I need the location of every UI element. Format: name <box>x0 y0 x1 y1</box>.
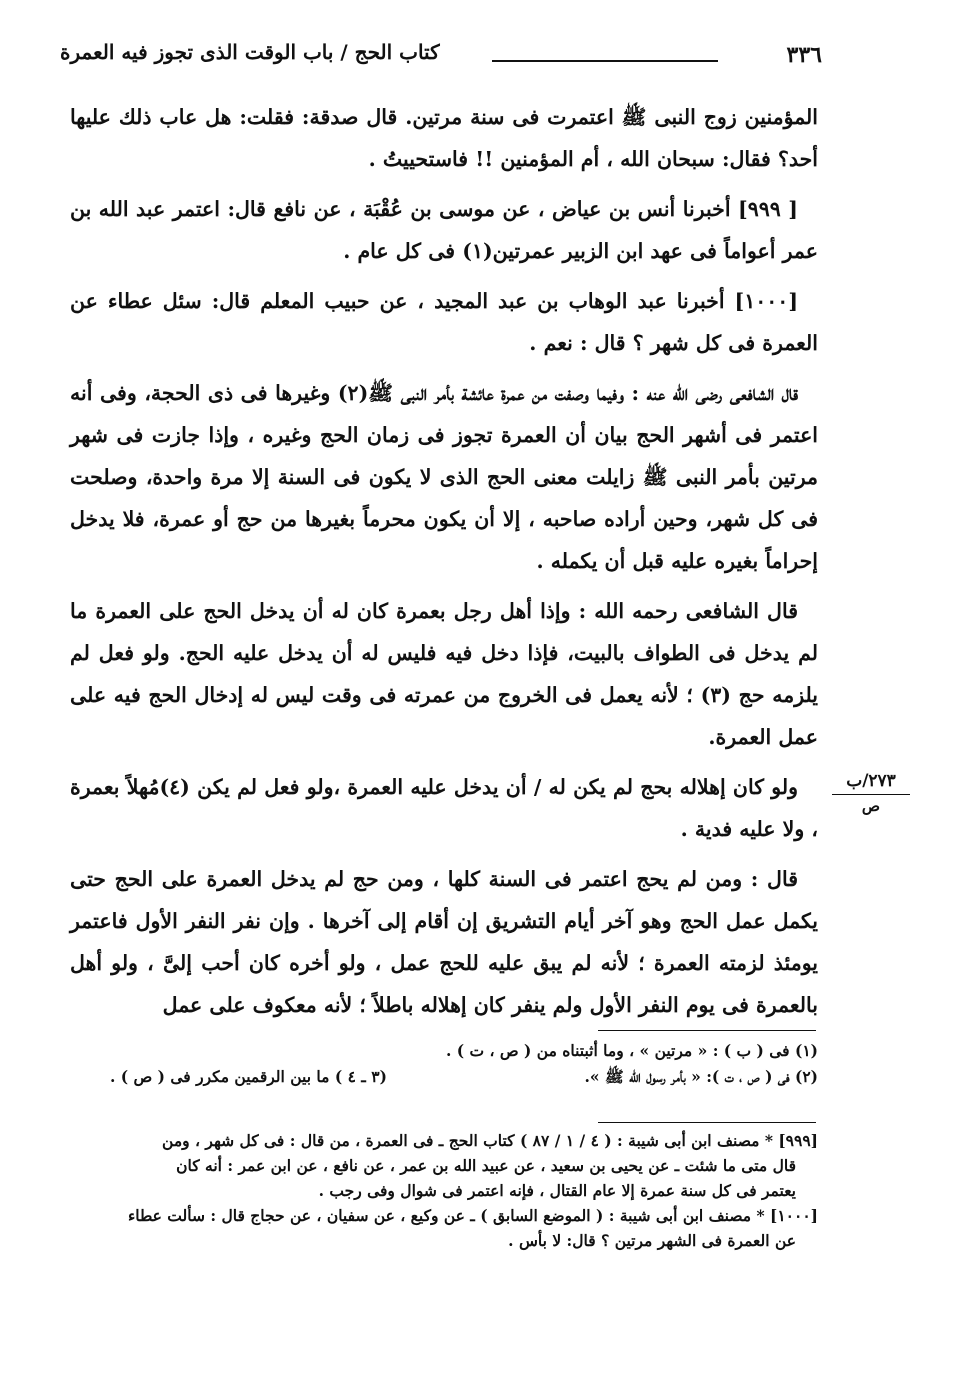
paragraph-shafii-2 <box>70 590 818 758</box>
paragraph-qal <box>70 858 818 1026</box>
source-1000 <box>70 1203 818 1253</box>
hadith-ref-1000: [١٠٠٠] أخبرنا <box>676 289 799 313</box>
paragraph-qal-text: : ومن لم يحج اعتمر فى السنة كلها ، ومن حج لم يدخل العمرة على الحج حتى يكمل عمل الحج وهو آخر أيام التشريق إن أقام إلى آخرها . وإن نفر النفر الأول فاعتمر يومئذ لزمته العمرة ؛ لأنه لم يبق عليه للحج عمل ، ولو أخره كان أحب إلىَّ ، ولو أهل بالعمرة فى يوم النفر الأول ولم ينفر كان إهلاله باطلاً ؛ لأنه معكوف على عمل <box>70 867 818 1017</box>
paragraph-999-text: أنس بن عياض ، عن موسى بن عُقْبَة ، عن نافع قال: اعتمر عبد الله بن عمر أعواماً فى عهد ابن الزبير عمرتين(١) فى كل عام . <box>70 197 818 263</box>
source-999-line-1: [٩٩٩] * مصنف ابن أبى شيبة : ( ٤ / ١ / ٨٧ ) كتاب الحج ـ فى العمرة ، من قال : فى كل شهر ، ومن <box>162 1131 818 1150</box>
source-notes <box>70 1128 818 1253</box>
paragraph-shafii-2-text: رحمه الله : وإذا أهل رجل بعمرة كان له أن يدخل الحج على العمرة ما لم يدخل فى الطواف بالبيت، فإذا دخل فيه فليس له أن يدخل عليه الحج. ولو فعل لم يلزمه حج (٣) ؛ لأنه يعمل فى الخروج من عمرته فى وقت ليس له إدخال الحج فيه على عمل العمرة. <box>70 599 818 749</box>
page-number: ٣٣٦ <box>786 42 822 68</box>
header-title: كتاب الحج / باب الوقت الذى تجوز فيه العمرة <box>60 40 440 64</box>
margin-folio: ٢٧٣/ب <box>832 770 910 795</box>
source-999-line-3: يعتمر فى كل سنة عمرة إلا عام القتال ، فإنه اعتمر فى شوال وفى رجب . <box>318 1181 796 1200</box>
footnote-1: (١) فى ( ب ) : « مرتين » ، وما أثبتناه من ( ص ، ت ) . <box>446 1041 818 1060</box>
header-rule <box>492 60 718 62</box>
sources-rule <box>598 1122 816 1123</box>
paragraph-shafii-1 <box>70 372 818 582</box>
footnote-row-2 <box>70 1064 818 1090</box>
source-1000-line-1: [١٠٠٠] * مصنف ابن أبى شيبة : ( الموضع السابق ) ـ عن وكيع ، عن سفيان ، عن حجاج قال : سألت عطاء <box>127 1206 818 1225</box>
source-1000-line-2: عن العمرة فى الشهر مرتين ؟ قال: لا بأس . <box>508 1231 796 1250</box>
paragraph-1: المؤمنين زوج النبى ﷺ اعتمرت فى سنة مرتين. قال صدقة: فقلت: هل عاب ذلك عليها أحد؟ فقال: سبحان الله ، أم المؤمنين !! فاستحييتُ . <box>70 105 818 171</box>
speaker-label: قال الشافعى <box>685 599 798 623</box>
speaker-label: قال <box>767 867 798 891</box>
footnote-rule <box>598 1030 816 1031</box>
hadith-ref-999: [ ٩٩٩] أخبرنا <box>682 197 798 221</box>
paragraph-1000 <box>70 280 818 364</box>
paragraph-1000-text: عبد الوهاب بن عبد المجيد ، عن حبيب المعلم قال: سئل عطاء عن العمرة فى كل شهر ؟ قال : نعم . <box>70 289 818 355</box>
running-head <box>60 40 822 84</box>
speaker-label: قال الشافعى <box>729 381 798 405</box>
source-999 <box>70 1128 818 1203</box>
footnotes <box>70 1038 818 1090</box>
paragraph-ihlal: ولو كان إهلاله بحج لم يكن له / أن يدخل عليه العمرة ،ولو فعل لم يكن (٤)مُهلاً بعمرة ، ولا عليه فدية . <box>70 775 818 841</box>
footnote-2: (٢) فى ( ص ، ت ): « بأمر رسول الله ﷺ ». <box>584 1067 818 1086</box>
manuscript-margin-note <box>832 770 910 817</box>
paragraph-999 <box>70 188 818 272</box>
paragraph-shafii-1-text: رضى الله عنه : وفيما وصفت من عمرة عائشة بأمر النبى ﷺ(٢) وغيرها فى ذى الحجة، وفى أنه اعتمر فى أشهر الحج بيان أن العمرة تجوز فى زمان الحج وغيره ، وإذا جازت فى شهر مرتين بأمر النبى ﷺ زايلت معنى الحج الذى لا يكون فى السنة إلا مرة واحدة، وصلحت فى كل شهر، وحين أراده صاحبه ، إلا أن يكون محرماً بغيرها من حج أو عمرة، فلا يدخل إحراماً بغيره عليه قبل أن يكمله . <box>70 381 818 573</box>
footnote-3-4: (٣ ـ ٤ ) ما بين الرقمين مكرر فى ( ص ) . <box>110 1067 387 1086</box>
main-text <box>70 96 818 1034</box>
source-999-line-2: قال متى ما شئت ـ عن يحيى بن سعيد ، عن عبيد الله بن عمر ، عن نافع ، عن ابن عمر : أنه كان <box>176 1156 796 1175</box>
margin-siglum: ص <box>861 797 881 815</box>
